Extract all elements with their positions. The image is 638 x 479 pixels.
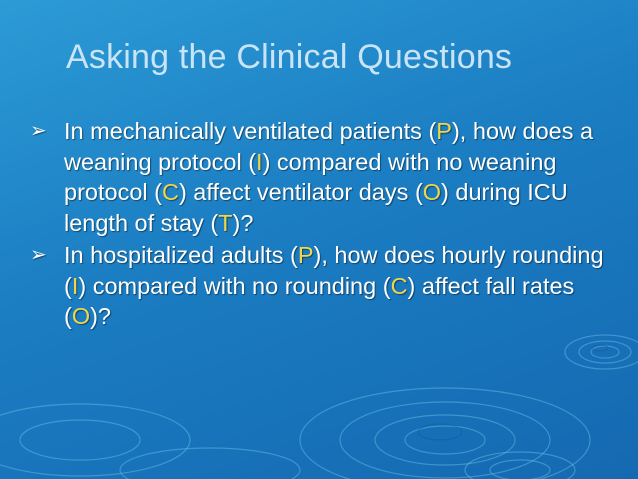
text-segment: In mechanically ventilated patients ( xyxy=(64,118,437,144)
slide-title: Asking the Clinical Questions xyxy=(66,38,513,76)
bullet-item xyxy=(28,240,618,332)
text-segment: ) compared with no rounding ( xyxy=(78,272,391,299)
pico-letter-i: I xyxy=(256,148,263,175)
pico-letter-o: O xyxy=(422,179,442,205)
pico-letter-c: C xyxy=(161,179,179,205)
pico-letter-o: O xyxy=(71,303,91,329)
text-segment: ) affect fall rates ( xyxy=(64,272,575,329)
text-segment: )? xyxy=(232,209,254,236)
pico-letter-t: T xyxy=(218,209,233,236)
pico-letter-i: I xyxy=(71,272,79,299)
text-segment: ) during ICU length of stay ( xyxy=(64,179,568,236)
text-segment: ) compared with no weaning protocol ( xyxy=(64,148,557,205)
bullet-item xyxy=(28,116,618,238)
bullet-list xyxy=(28,116,618,334)
bullet-text xyxy=(64,242,604,329)
text-segment: In hospitalized adults ( xyxy=(64,242,298,268)
arrow-bullet-icon: ➢ xyxy=(30,244,47,266)
text-segment: )? xyxy=(90,303,112,329)
text-segment: ), how does hourly rounding ( xyxy=(64,242,604,299)
bullet-text xyxy=(64,118,593,236)
pico-letter-c: C xyxy=(390,272,408,299)
pico-letter-p: P xyxy=(436,118,452,144)
arrow-bullet-icon: ➢ xyxy=(30,120,47,142)
text-segment: ) affect ventilator days ( xyxy=(178,179,423,205)
text-segment: ), how does a weaning protocol ( xyxy=(64,118,594,175)
pico-letter-p: P xyxy=(297,242,314,268)
